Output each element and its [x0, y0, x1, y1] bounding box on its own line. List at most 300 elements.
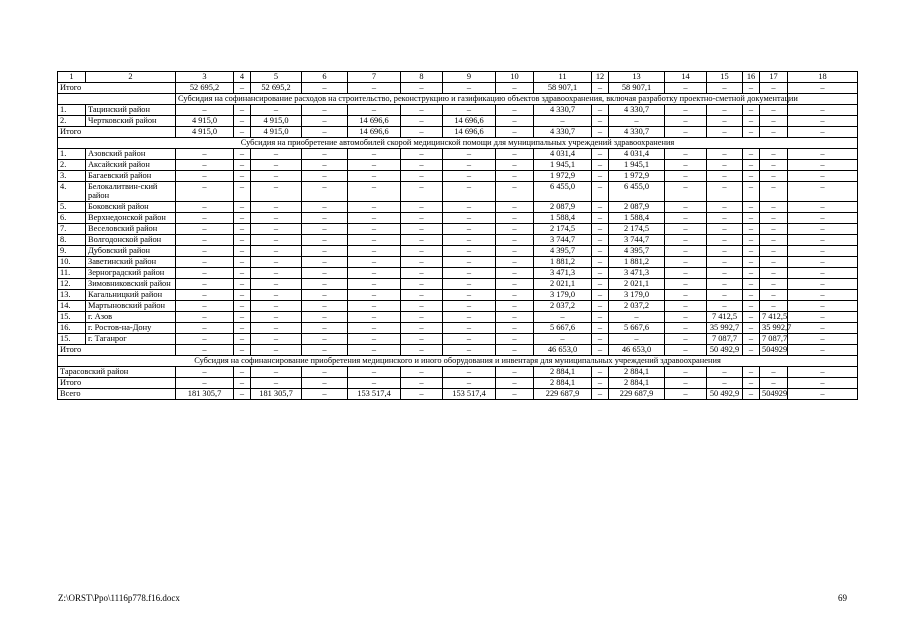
value-cell: – — [592, 223, 609, 234]
value-cell: – — [234, 105, 251, 116]
value-cell: – — [348, 182, 401, 202]
value-cell: – — [401, 182, 443, 202]
value-cell: – — [707, 267, 743, 278]
row-number: 14. — [58, 300, 86, 311]
value-cell: – — [401, 311, 443, 322]
value-cell: – — [496, 83, 534, 94]
table-row — [58, 289, 858, 300]
row-number: 3. — [58, 171, 86, 182]
value-cell: – — [234, 212, 251, 223]
value-cell: – — [251, 149, 302, 160]
value-cell: – — [348, 289, 401, 300]
value-cell: 2 021,1 — [534, 278, 592, 289]
value-cell: – — [592, 388, 609, 399]
value-cell: – — [496, 256, 534, 267]
value-cell: 4 915,0 — [251, 127, 302, 138]
value-cell: 50 492,9 — [707, 388, 743, 399]
value-cell: – — [760, 116, 788, 127]
value-cell: 4 395,7 — [609, 245, 665, 256]
value-cell: – — [496, 171, 534, 182]
value-cell: 153 517,4 — [443, 388, 496, 399]
column-number-cell: 18 — [788, 72, 858, 83]
value-cell: – — [348, 83, 401, 94]
value-cell: – — [592, 344, 609, 355]
value-cell: – — [665, 377, 707, 388]
column-number-cell: 15 — [707, 72, 743, 83]
value-cell: – — [401, 171, 443, 182]
value-cell: – — [743, 267, 760, 278]
value-cell: – — [788, 311, 858, 322]
value-cell: – — [743, 300, 760, 311]
table-row — [58, 171, 858, 182]
value-cell: 35 992,7 — [760, 322, 788, 333]
value-cell: – — [665, 127, 707, 138]
value-cell: 58 907,1 — [609, 83, 665, 94]
value-cell: – — [443, 212, 496, 223]
value-cell: – — [665, 333, 707, 344]
value-cell: – — [707, 149, 743, 160]
value-cell: – — [348, 256, 401, 267]
value-cell: – — [707, 116, 743, 127]
value-cell: – — [234, 278, 251, 289]
value-cell: – — [176, 182, 234, 202]
value-cell: – — [788, 212, 858, 223]
value-cell: – — [665, 201, 707, 212]
value-cell: – — [176, 234, 234, 245]
value-cell: – — [665, 83, 707, 94]
value-cell: 504929 — [760, 344, 788, 355]
district-name: Волгодонской район — [86, 234, 176, 245]
section-title-row — [58, 138, 858, 149]
value-cell: 4 330,7 — [534, 127, 592, 138]
table-row — [58, 278, 858, 289]
total-row — [58, 388, 858, 399]
column-number-cell: 9 — [443, 72, 496, 83]
value-cell: – — [234, 149, 251, 160]
value-cell: – — [760, 223, 788, 234]
value-cell: 5 667,6 — [609, 322, 665, 333]
value-cell: – — [443, 278, 496, 289]
value-cell: – — [743, 311, 760, 322]
table-row — [58, 201, 858, 212]
value-cell: – — [592, 83, 609, 94]
value-cell: – — [443, 105, 496, 116]
row-number: 8. — [58, 234, 86, 245]
value-cell: – — [743, 171, 760, 182]
value-cell: – — [665, 171, 707, 182]
value-cell: – — [760, 83, 788, 94]
value-cell: – — [251, 333, 302, 344]
value-cell: – — [707, 171, 743, 182]
value-cell: – — [743, 116, 760, 127]
row-number: 7. — [58, 223, 86, 234]
value-cell: – — [401, 234, 443, 245]
value-cell: – — [760, 366, 788, 377]
value-cell: – — [788, 278, 858, 289]
row-number: 2. — [58, 116, 86, 127]
value-cell: – — [348, 245, 401, 256]
value-cell: – — [760, 127, 788, 138]
value-cell: – — [443, 300, 496, 311]
value-cell: – — [443, 149, 496, 160]
value-cell: – — [665, 245, 707, 256]
value-cell: – — [609, 311, 665, 322]
value-cell: – — [251, 344, 302, 355]
value-cell: – — [302, 377, 348, 388]
value-cell: – — [592, 311, 609, 322]
value-cell: – — [592, 201, 609, 212]
value-cell: – — [234, 377, 251, 388]
column-number-cell: 14 — [665, 72, 707, 83]
value-cell: – — [665, 289, 707, 300]
district-name: Кагальницкий район — [86, 289, 176, 300]
value-cell: – — [496, 182, 534, 202]
value-cell: – — [251, 245, 302, 256]
value-cell: – — [234, 83, 251, 94]
value-cell: – — [251, 234, 302, 245]
value-cell: 46 653,0 — [609, 344, 665, 355]
value-cell: – — [788, 366, 858, 377]
column-number-cell: 3 — [176, 72, 234, 83]
value-cell: – — [443, 256, 496, 267]
value-cell: – — [496, 105, 534, 116]
value-cell: – — [234, 344, 251, 355]
value-cell: – — [176, 149, 234, 160]
spacer-cell — [788, 94, 858, 105]
table-row — [58, 212, 858, 223]
district-name: г. Ростов-на-Дону — [86, 322, 176, 333]
value-cell: – — [348, 105, 401, 116]
value-cell: 50 492,9 — [707, 344, 743, 355]
table-row — [58, 311, 858, 322]
value-cell: – — [251, 322, 302, 333]
value-cell: – — [788, 388, 858, 399]
value-cell: – — [443, 289, 496, 300]
value-cell: – — [665, 388, 707, 399]
column-number-cell: 17 — [760, 72, 788, 83]
value-cell: – — [743, 212, 760, 223]
value-cell: 229 687,9 — [534, 388, 592, 399]
value-cell: – — [348, 344, 401, 355]
value-cell: – — [788, 223, 858, 234]
value-cell: – — [496, 267, 534, 278]
value-cell: 3 471,3 — [534, 267, 592, 278]
value-cell: – — [234, 311, 251, 322]
table-row — [58, 267, 858, 278]
value-cell: – — [592, 234, 609, 245]
value-cell: – — [348, 201, 401, 212]
value-cell: – — [788, 289, 858, 300]
value-cell: 2 174,5 — [534, 223, 592, 234]
column-number-cell: 16 — [743, 72, 760, 83]
value-cell: – — [251, 182, 302, 202]
value-cell: – — [251, 377, 302, 388]
value-cell: – — [743, 245, 760, 256]
value-cell: – — [176, 366, 234, 377]
row-number: 1. — [58, 149, 86, 160]
total-row — [58, 344, 858, 355]
value-cell: – — [743, 127, 760, 138]
row-number: 16. — [58, 322, 86, 333]
value-cell: – — [496, 223, 534, 234]
value-cell: – — [707, 366, 743, 377]
value-cell: – — [234, 267, 251, 278]
value-cell: – — [302, 388, 348, 399]
value-cell: – — [707, 105, 743, 116]
value-cell: – — [401, 127, 443, 138]
value-cell: – — [176, 289, 234, 300]
column-number-cell: 1 — [58, 72, 86, 83]
value-cell: – — [401, 333, 443, 344]
value-cell: – — [443, 322, 496, 333]
value-cell: – — [707, 278, 743, 289]
value-cell: – — [443, 245, 496, 256]
value-cell: – — [743, 289, 760, 300]
value-cell: – — [760, 234, 788, 245]
value-cell: – — [496, 300, 534, 311]
value-cell: – — [234, 234, 251, 245]
value-cell: – — [592, 377, 609, 388]
value-cell: – — [401, 377, 443, 388]
value-cell: – — [302, 289, 348, 300]
value-cell: – — [665, 223, 707, 234]
value-cell: 2 884,1 — [534, 377, 592, 388]
value-cell: – — [788, 245, 858, 256]
value-cell: – — [401, 388, 443, 399]
value-cell: – — [665, 344, 707, 355]
row-number: 9. — [58, 245, 86, 256]
value-cell: – — [302, 322, 348, 333]
value-cell: 6 455,0 — [609, 182, 665, 202]
table-row — [58, 245, 858, 256]
value-cell: – — [234, 116, 251, 127]
value-cell: – — [788, 171, 858, 182]
column-number-cell: 13 — [609, 72, 665, 83]
value-cell: – — [707, 377, 743, 388]
district-name: Чертковский район — [86, 116, 176, 127]
district-name: Веселовский район — [86, 223, 176, 234]
value-cell: – — [496, 149, 534, 160]
value-cell: – — [743, 344, 760, 355]
value-cell: – — [788, 127, 858, 138]
value-cell: – — [348, 366, 401, 377]
row-number: 15. — [58, 333, 86, 344]
value-cell: – — [348, 377, 401, 388]
value-cell: – — [234, 388, 251, 399]
table-body — [58, 72, 858, 400]
value-cell: – — [592, 171, 609, 182]
value-cell: 153 517,4 — [348, 388, 401, 399]
value-cell: – — [760, 160, 788, 171]
value-cell: – — [251, 300, 302, 311]
value-cell: – — [176, 377, 234, 388]
value-cell: – — [176, 300, 234, 311]
value-cell: – — [743, 388, 760, 399]
value-cell: – — [401, 256, 443, 267]
value-cell: – — [788, 105, 858, 116]
value-cell: – — [707, 212, 743, 223]
value-cell: – — [743, 182, 760, 202]
value-cell: – — [788, 300, 858, 311]
value-cell: 4 915,0 — [176, 116, 234, 127]
value-cell: – — [788, 83, 858, 94]
value-cell: – — [592, 245, 609, 256]
value-cell: 4 330,7 — [534, 105, 592, 116]
value-cell: – — [302, 256, 348, 267]
value-cell: – — [760, 149, 788, 160]
value-cell: 181 305,7 — [176, 388, 234, 399]
value-cell: – — [348, 300, 401, 311]
value-cell: – — [176, 267, 234, 278]
value-cell: – — [401, 300, 443, 311]
value-cell: – — [496, 311, 534, 322]
value-cell: – — [251, 366, 302, 377]
value-cell: – — [743, 333, 760, 344]
value-cell: – — [496, 289, 534, 300]
value-cell: – — [251, 223, 302, 234]
value-cell: – — [176, 311, 234, 322]
value-cell: 7 412,5 — [760, 311, 788, 322]
value-cell: – — [743, 223, 760, 234]
value-cell: 2 087,9 — [609, 201, 665, 212]
value-cell: 2 884,1 — [609, 377, 665, 388]
section-title: Субсидия на софинансирование приобретения медицинского и иного оборудования и инвентаря для муниципальных учреждений здравоохранения — [58, 355, 858, 366]
value-cell: – — [234, 127, 251, 138]
section-title-row — [58, 94, 858, 105]
page-number: 69 — [838, 593, 847, 603]
value-cell: – — [348, 160, 401, 171]
value-cell: – — [743, 83, 760, 94]
value-cell: 58 907,1 — [534, 83, 592, 94]
value-cell: – — [251, 311, 302, 322]
total-label: Итого — [58, 344, 176, 355]
value-cell: – — [302, 171, 348, 182]
value-cell: – — [251, 201, 302, 212]
value-cell: – — [401, 116, 443, 127]
value-cell: 181 305,7 — [251, 388, 302, 399]
table-row — [58, 234, 858, 245]
value-cell: – — [443, 160, 496, 171]
district-name: Азовский район — [86, 149, 176, 160]
value-cell: – — [251, 289, 302, 300]
footer-file-path: Z:\ORST\Ppo\1116p778.f16.docx — [58, 593, 180, 603]
value-cell: – — [176, 278, 234, 289]
value-cell: – — [665, 256, 707, 267]
value-cell: – — [234, 245, 251, 256]
value-cell: – — [707, 127, 743, 138]
value-cell: 1 972,9 — [609, 171, 665, 182]
value-cell: – — [743, 201, 760, 212]
value-cell: – — [348, 278, 401, 289]
value-cell: 52 695,2 — [176, 83, 234, 94]
value-cell: – — [443, 311, 496, 322]
value-cell: – — [496, 116, 534, 127]
value-cell: – — [760, 377, 788, 388]
value-cell: – — [176, 245, 234, 256]
column-number-cell: 4 — [234, 72, 251, 83]
value-cell: 46 653,0 — [534, 344, 592, 355]
value-cell: – — [788, 322, 858, 333]
value-cell: – — [302, 116, 348, 127]
value-cell: 52 695,2 — [251, 83, 302, 94]
value-cell: – — [788, 234, 858, 245]
value-cell: – — [592, 116, 609, 127]
value-cell: – — [788, 160, 858, 171]
value-cell: – — [302, 83, 348, 94]
value-cell: – — [707, 300, 743, 311]
value-cell: – — [302, 267, 348, 278]
value-cell: – — [743, 160, 760, 171]
value-cell: – — [251, 267, 302, 278]
district-name: Белокалитвин-ский район — [86, 182, 176, 202]
value-cell: 3 744,7 — [534, 234, 592, 245]
total-label: Тарасовский район — [58, 366, 176, 377]
value-cell: – — [665, 182, 707, 202]
value-cell: – — [176, 201, 234, 212]
value-cell: – — [443, 201, 496, 212]
total-label: Всего — [58, 388, 176, 399]
value-cell: – — [707, 245, 743, 256]
value-cell: – — [443, 182, 496, 202]
total-label: Итого — [58, 377, 176, 388]
value-cell: – — [788, 344, 858, 355]
value-cell: – — [302, 105, 348, 116]
value-cell: 7 087,7 — [760, 333, 788, 344]
value-cell: 14 696,6 — [348, 116, 401, 127]
value-cell: – — [302, 127, 348, 138]
row-number: 6. — [58, 212, 86, 223]
value-cell: – — [234, 289, 251, 300]
value-cell: – — [743, 234, 760, 245]
value-cell: – — [496, 127, 534, 138]
value-cell: – — [534, 311, 592, 322]
value-cell: – — [302, 201, 348, 212]
row-number: 1. — [58, 105, 86, 116]
value-cell: – — [401, 201, 443, 212]
value-cell: 1 945,1 — [534, 160, 592, 171]
value-cell: – — [788, 256, 858, 267]
total-row — [58, 377, 858, 388]
value-cell: – — [302, 344, 348, 355]
value-cell: – — [234, 182, 251, 202]
value-cell: 4 031,4 — [609, 149, 665, 160]
value-cell: – — [302, 234, 348, 245]
subsidy-table — [57, 71, 858, 400]
value-cell: – — [401, 267, 443, 278]
column-number-cell: 5 — [251, 72, 302, 83]
section-title: Субсидия на софинансирование расходов на строительство, реконструкцию и газификацию объектов здравоохранения, включая разработку проектно-сметной документации — [176, 94, 788, 105]
value-cell: – — [743, 366, 760, 377]
value-cell: 4 330,7 — [609, 127, 665, 138]
value-cell: – — [760, 300, 788, 311]
value-cell: 4 395,7 — [534, 245, 592, 256]
row-number: 13. — [58, 289, 86, 300]
column-number-cell: 8 — [401, 72, 443, 83]
value-cell: – — [496, 388, 534, 399]
value-cell: – — [592, 256, 609, 267]
value-cell: – — [302, 278, 348, 289]
value-cell: – — [707, 182, 743, 202]
value-cell: – — [788, 149, 858, 160]
value-cell: – — [176, 223, 234, 234]
value-cell: 2 884,1 — [534, 366, 592, 377]
value-cell: – — [665, 300, 707, 311]
total-label: Итого — [58, 127, 176, 138]
value-cell: – — [707, 256, 743, 267]
value-cell: – — [348, 333, 401, 344]
value-cell: – — [443, 377, 496, 388]
value-cell: – — [707, 234, 743, 245]
